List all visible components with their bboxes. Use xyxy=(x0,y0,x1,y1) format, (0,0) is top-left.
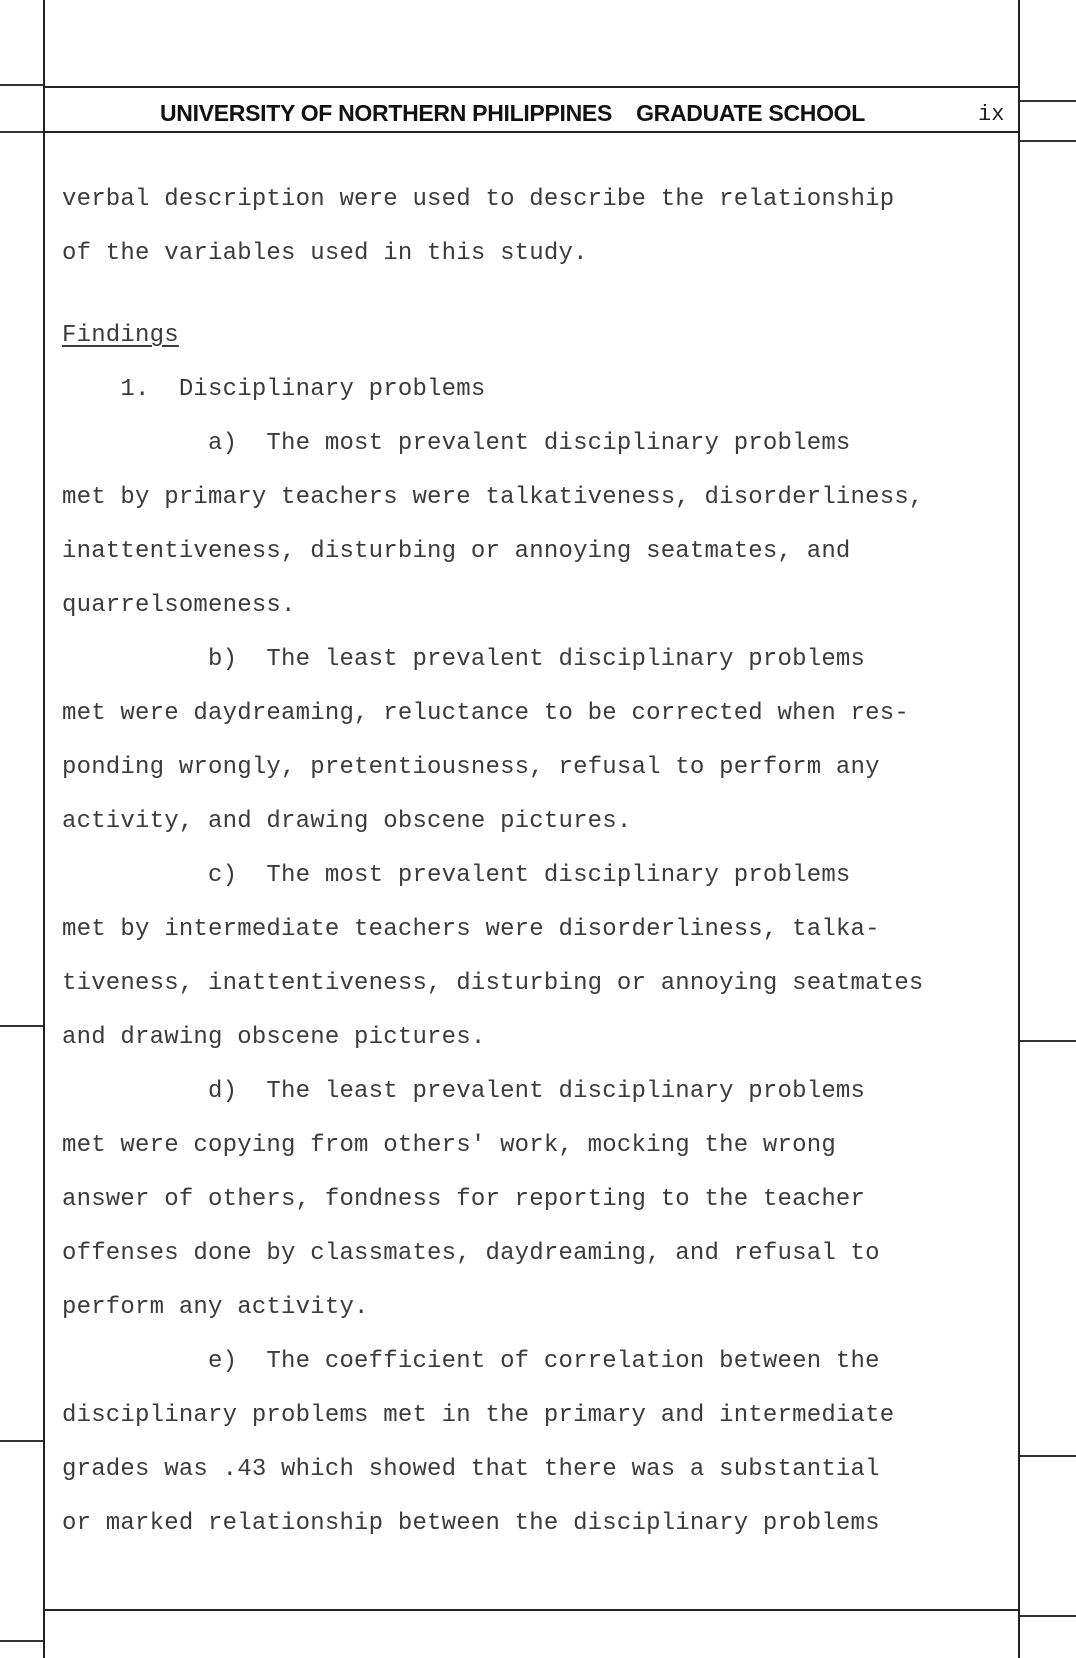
footer-rule xyxy=(45,1609,1018,1611)
text-line: b) The least prevalent disciplinary problems xyxy=(62,646,866,673)
list-item-heading: 1. Disciplinary problems xyxy=(62,376,486,403)
text-line: a) The most prevalent disciplinary problems xyxy=(62,430,851,457)
text-line: met by primary teachers were talkativeness, disorderliness, xyxy=(62,484,924,511)
text-line: d) The least prevalent disciplinary problems xyxy=(62,1078,866,1105)
margin-tick xyxy=(1020,100,1076,102)
margin-tick xyxy=(0,1440,43,1442)
text-line: inattentiveness, disturbing or annoying seatmates, and xyxy=(62,538,851,565)
text-line: met by intermediate teachers were disorderliness, talka- xyxy=(62,916,880,943)
text-line: perform any activity. xyxy=(62,1294,369,1321)
header-rule-top xyxy=(45,86,1018,88)
margin-tick xyxy=(0,84,43,86)
text-line: answer of others, fondness for reporting to the teacher xyxy=(62,1186,866,1213)
text-line: ponding wrongly, pretentiousness, refusal to perform any xyxy=(62,754,880,781)
text-line: met were daydreaming, reluctance to be corrected when res- xyxy=(62,700,909,727)
margin-tick xyxy=(1020,1040,1076,1042)
text-line: offenses done by classmates, daydreaming, and refusal to xyxy=(62,1240,880,1267)
page-number: ix xyxy=(978,102,1005,127)
text-line: e) The coefficient of correlation between the xyxy=(62,1348,880,1375)
text-line: verbal description were used to describe the relationship xyxy=(62,186,895,213)
text-line: and drawing obscene pictures. xyxy=(62,1024,486,1051)
margin-tick xyxy=(1020,140,1076,142)
text-line: of the variables used in this study. xyxy=(62,240,588,267)
text-line: grades was .43 which showed that there was a substantial xyxy=(62,1456,880,1483)
page-header xyxy=(160,100,883,127)
margin-tick xyxy=(0,1640,43,1642)
left-border-line xyxy=(43,0,45,1658)
text-line: disciplinary problems met in the primary and intermediate xyxy=(62,1402,895,1429)
text-line: or marked relationship between the disciplinary problems xyxy=(62,1510,880,1537)
header-school: GRADUATE SCHOOL xyxy=(636,100,865,126)
margin-tick xyxy=(1020,1455,1076,1457)
text-line: tiveness, inattentiveness, disturbing or annoying seatmates xyxy=(62,970,924,997)
header-rule-bottom xyxy=(45,131,1018,133)
text-line: activity, and drawing obscene pictures. xyxy=(62,808,632,835)
text-line: quarrelsomeness. xyxy=(62,592,296,619)
section-heading: Findings xyxy=(62,322,179,349)
margin-tick xyxy=(0,131,43,133)
right-border-line xyxy=(1018,0,1020,1658)
margin-tick xyxy=(1020,1615,1076,1617)
text-line: met were copying from others' work, mocking the wrong xyxy=(62,1132,836,1159)
text-line: c) The most prevalent disciplinary problems xyxy=(62,862,851,889)
margin-tick xyxy=(0,1025,43,1027)
header-institution: UNIVERSITY OF NORTHERN PHILIPPINES xyxy=(160,100,612,126)
